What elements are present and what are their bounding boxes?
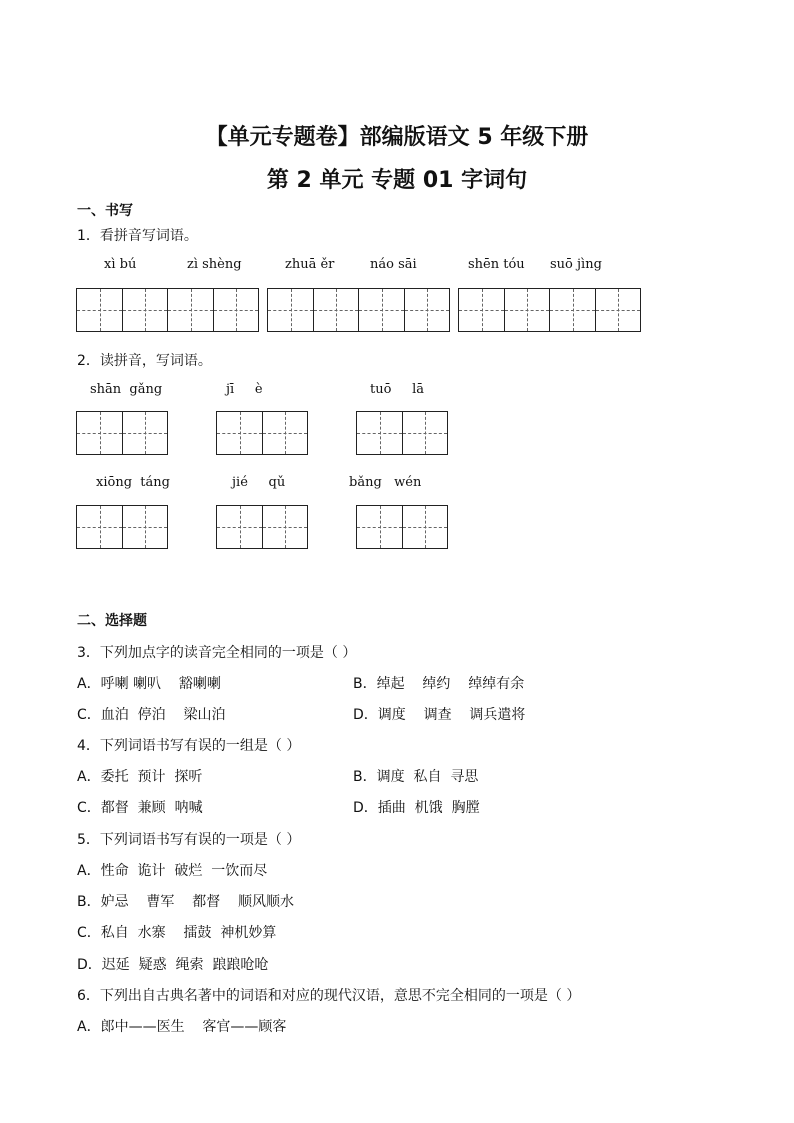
writing-grid[interactable] (356, 505, 448, 549)
pinyin-label: shān gǎng (90, 382, 163, 397)
writing-grid[interactable] (76, 411, 168, 455)
writing-grid[interactable] (216, 505, 308, 549)
pinyin-label: náo sāi (370, 257, 417, 272)
section-heading-choice: 二、选择题 (77, 613, 147, 629)
pinyin-label: xì bú (104, 257, 137, 272)
option-a[interactable]: A．郎中——医生 客官——顾客 (77, 1019, 287, 1035)
option-d[interactable]: D．迟延 疑惑 绳索 踉踉呛呛 (77, 957, 269, 973)
pinyin-label: suō jìng (550, 257, 602, 272)
option-d[interactable]: D．插曲 机饿 胸膛 (353, 800, 480, 816)
page-subtitle: 第 2 单元 专题 01 字词句 (266, 168, 528, 193)
pinyin-label: xiōng táng (96, 475, 170, 490)
writing-grid[interactable] (216, 411, 308, 455)
question-4: 4．下列词语书写有误的一组是（ ） (77, 738, 301, 754)
question-6: 6．下列出自古典名著中的词语和对应的现代汉语，意思不完全相同的一项是（ ） (77, 988, 581, 1004)
writing-grid[interactable] (76, 505, 168, 549)
option-c[interactable]: C．血泊 停泊 梁山泊 (77, 707, 226, 723)
pinyin-label: zì shèng (187, 257, 242, 272)
option-c[interactable]: C．都督 兼顾 呐喊 (77, 800, 203, 816)
option-a[interactable]: A．呼喇 喇叭 豁喇喇 (77, 676, 221, 692)
option-b[interactable]: B．妒忌 曹军 都督 顺风顺水 (77, 894, 295, 910)
pinyin-label: bǎng wén (349, 475, 422, 490)
writing-grid[interactable] (267, 288, 450, 332)
writing-grid[interactable] (356, 411, 448, 455)
pinyin-label: jié qǔ (232, 475, 286, 490)
pinyin-label: zhuā ěr (285, 257, 335, 272)
pinyin-label: jī è (226, 382, 263, 397)
pinyin-label: shēn tóu (468, 257, 525, 272)
page-title: 【单元专题卷】部编版语文 5 年级下册 (205, 125, 589, 150)
writing-grid[interactable] (458, 288, 641, 332)
question-3: 3．下列加点字的读音完全相同的一项是（ ） (77, 645, 357, 661)
pinyin-label: tuō lā (370, 382, 424, 397)
option-b[interactable]: B．绰起 绰约 绰绰有余 (353, 676, 525, 692)
option-b[interactable]: B．调度 私自 寻思 (353, 769, 479, 785)
section-heading-writing: 一、书写 (77, 203, 133, 219)
question-2: 2．读拼音，写词语。 (77, 353, 212, 369)
writing-grid[interactable] (76, 288, 259, 332)
question-5: 5．下列词语书写有误的一项是（ ） (77, 832, 301, 848)
question-1: 1．看拼音写词语。 (77, 228, 198, 244)
option-c[interactable]: C．私自 水寨 擂鼓 神机妙算 (77, 925, 277, 941)
option-d[interactable]: D．调度 调查 调兵遣将 (353, 707, 526, 723)
option-a[interactable]: A．性命 诡计 破烂 一饮而尽 (77, 863, 268, 879)
option-a[interactable]: A．委托 预计 探听 (77, 769, 203, 785)
